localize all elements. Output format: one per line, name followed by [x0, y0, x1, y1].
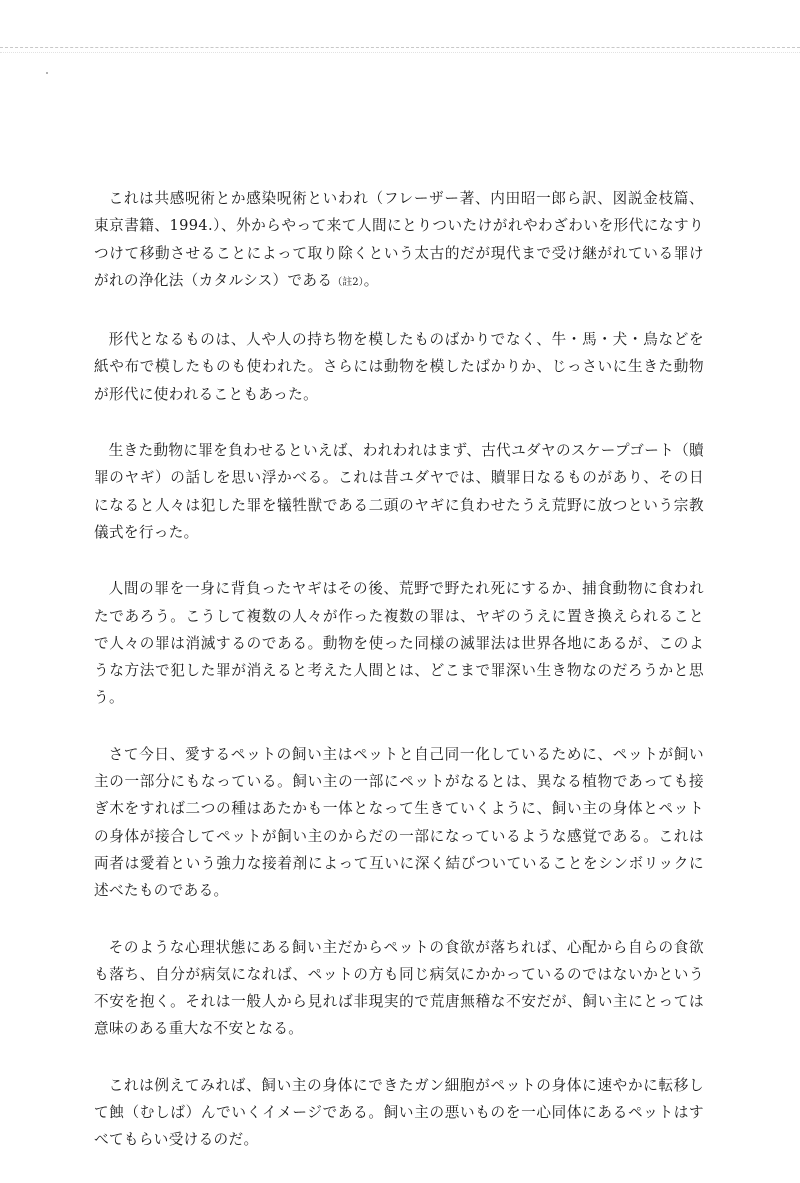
footnote-reference: （註2） — [332, 276, 364, 288]
scan-edge-line — [0, 47, 800, 48]
body-text — [94, 185, 704, 1183]
paragraph-1-end: 。 — [363, 271, 379, 289]
paragraph-7: これは例えてみれば、飼い主の身体にできたガン細胞がペットの身体に速やかに転移して蝕（むしば）んでいくイメージである。飼い主の悪いものを一心同体にあるペットはすべてもらい受けるのだ。 — [94, 1076, 704, 1149]
paragraph-6: そのような心理状態にある飼い主だからペットの食欲が落ちれば、心配から自らの食欲も落ち、自分が病気になれば、ペットの方も同じ病気にかかっているのではないかという不安を抱く。それは一般人から見れば非現実的で荒唐無稽な不安だが、飼い主にとっては意味のある重大な不安となる。 — [94, 938, 704, 1038]
scan-speck — [46, 72, 48, 74]
paragraph-1-text: これは共感呪術とか感染呪術といわれ（フレーザー著、内田昭一郎ら訳、図説金枝篇、東京書籍、1994.）、外からやって来て人間にとりついたけがれやわざわいを形代になすりつけて移動させることによって取り除くという太古的だが現代まで受け継がれている罪けがれの浄化法（カタルシス）である — [94, 190, 704, 289]
paragraph-2: 形代となるものは、人や人の持ち物を模したものばかりでなく、牛・馬・犬・鳥などを紙や布で模したものも使われた。さらには動物を模したばかりか、じっさいに生きた動物が形代に使われることもあった。 — [94, 331, 704, 403]
paragraph-3: 生きた動物に罪を負わせるといえば、われわれはまず、古代ユダヤのスケープゴート（贖罪のヤギ）の話しを思い浮かべる。これは昔ユダヤでは、贖罪日なるものがあり、その日になると人々は犯した罪を犠牲獣である二頭のヤギに負わせたうえ荒野に放つという宗教儀式を行った。 — [94, 442, 704, 541]
paragraph-5: さて今日、愛するペットの飼い主はペットと自己同一化しているために、ペットが飼い主の一部分にもなっている。飼い主の一部にペットがなるとは、異なる植物であっても接ぎ木をすれば二つの種はあたかも一体となって生きていくように、飼い主の身体とペットの身体が接合してペットが飼い主のからだの一部になっているような感覚である。これは両者は愛着という強力な接着剤によって互いに深く結びついていることをシンボリックに述べたものである。 — [94, 745, 704, 900]
scan-edge-line-faint — [0, 52, 800, 53]
paragraph-4: 人間の罪を一身に背負ったヤギはその後、荒野で野たれ死にするか、捕食動物に食われたであろう。こうして複数の人々が作った複数の罪は、ヤギのうえに置き換えられることで人々の罪は消滅するのである。動物を使った同様の滅罪法は世界各地にあるが、このような方法で犯した罪が消えると考えた人間とは、どこまで罪深い生き物なのだろうかと思う。 — [94, 580, 704, 707]
paragraph-1 — [94, 185, 704, 296]
